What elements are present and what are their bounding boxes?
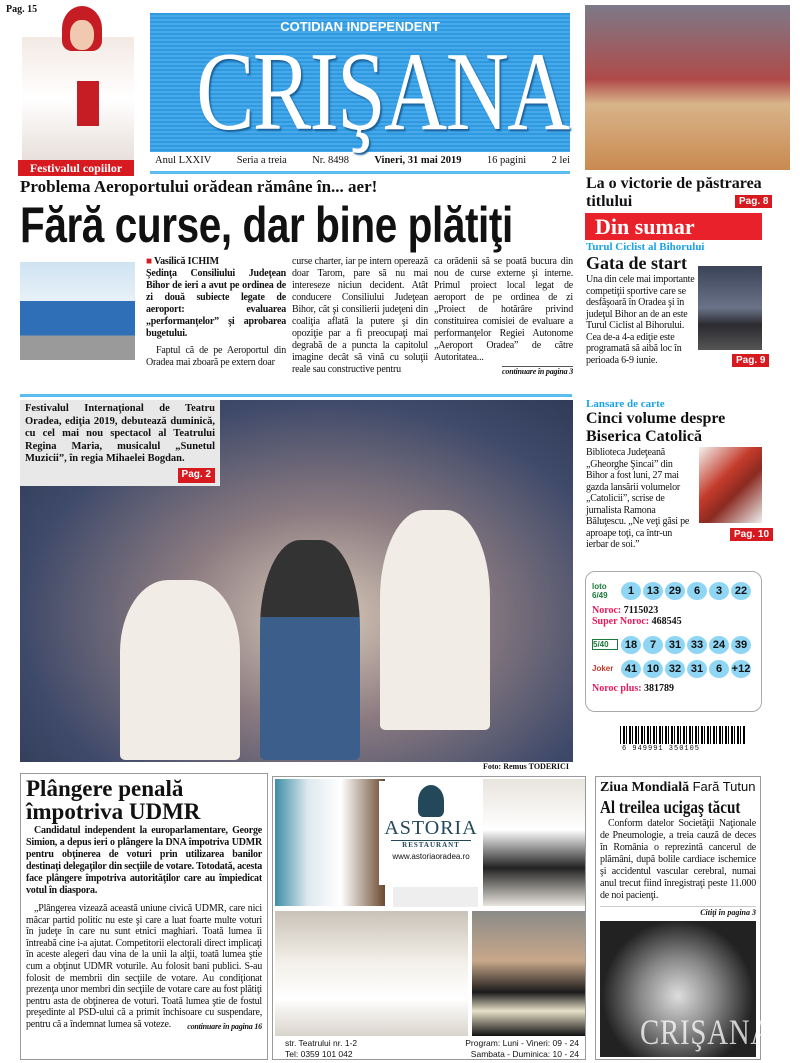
tobacco-kicker-bold: Ziua Mondială: [600, 780, 690, 795]
cycling-press-photo: [698, 266, 762, 350]
festivalul-copiilor-label[interactable]: Festivalul copiilor: [18, 160, 134, 176]
lead-headline[interactable]: Fără curse, dar bine plătiţi: [20, 197, 513, 253]
lottery-ball: +12: [731, 660, 751, 678]
lottery-ball: 24: [709, 636, 729, 654]
chef-icon: [418, 785, 444, 817]
lottery-box: [585, 571, 762, 712]
lead-kicker: Problema Aeroportului orădean rămâne în... aer!: [20, 177, 378, 196]
lottery-ball: 31: [687, 660, 707, 678]
airport-photo: [20, 262, 135, 360]
lottery-ball: 13: [643, 582, 663, 600]
ad-photo-table: [393, 887, 478, 907]
issue-info: [155, 155, 570, 166]
summary-page-ref[interactable]: Pag. 10: [730, 528, 773, 541]
barcode-digits: 6 949991 350105: [622, 745, 701, 753]
lottery-ball: 7: [643, 636, 663, 654]
ad-sub: RESTAURANT: [391, 840, 471, 849]
tobacco-title[interactable]: Al treilea ucigaş tăcut: [600, 797, 741, 817]
theatre-caption: Festivalul Internaţional de Teatru Oradea, ediţia 2019, debutează duminică, cu cel mai nou spectacol al Teatrului Regina Maria, musicalul „Sunetul Muzicii”, în regia Mihaelei Bogdan.: [25, 403, 215, 464]
udmr-body: „Plângerea vizează această uniune civică UDMR, care nici măcar partid politic nu este şi care a luat foarte multe voturi în judeţe în care nu sunt etnici maghiari. Toată lumea îi întreabă cine i-a ajutat. Competitorii electorali direct implicaţi în aceste alegeri dau vina de la unii la alţii, toată lumea ştie cum a obţinut UDMR voturile. Au folosit bani publici. S-au folosit de membrii din secţiile de votare. Au condiţionat prezenţa unor membri din secţiile de votare care au fost plătiţi pentru asta de obţinerea de voturi. Toată lumea ştie de fostul preşedinte al PSD-ului că a primit închisoare cu suspendare, pentru că a îndemnat lumea să voteze.: [26, 903, 262, 1030]
summary-title[interactable]: Cinci volume despre Biserica Catolică: [586, 410, 726, 445]
lottery-ball: 10: [643, 660, 663, 678]
author-photo: [699, 447, 762, 523]
ad-photo-stairs: [483, 779, 585, 906]
summary-kicker: Turul Ciclist al Bihorului: [586, 241, 705, 253]
tobacco-text: Conform datelor Societăţii Naţionale de Pneumologie, a treia cauză de deces în România o reprezintă cancerul de plămâni, după bolile cardiace ischemice şi accidentul vascular cerebral, numai anul trecut fiind înregistraţi peste 11.000 de noi pacienţi.: [600, 818, 756, 901]
barcode: [620, 726, 745, 744]
loto-numbers: [621, 581, 753, 600]
summary-title[interactable]: Gata de start: [586, 253, 687, 273]
ad-phone: Tel: 0359 101 042: [285, 1049, 353, 1059]
lottery-ball: 18: [621, 636, 641, 654]
girl-folk-costume-photo: [22, 6, 134, 160]
issue-series: Seria a treia: [236, 155, 287, 166]
theatre-caption-box: [20, 400, 220, 486]
lottery-ball: 33: [687, 636, 707, 654]
summary-page-ref[interactable]: Pag. 9: [732, 354, 769, 367]
issue-year: Anul LXXIV: [155, 155, 212, 166]
lead-paragraph-3: ca orădenii să se poată bucura din nou de curse externe şi interne. Primul proiect local legat de aeroport de pe ordinea de zi „Proiect de hotărâre privind constituirea comisiei de evaluare a performanţelor Regiei Autonome „Aeroport Oradea” de către Autoritatea...: [434, 256, 573, 363]
basketball-photo: [585, 5, 790, 170]
lottery-ball: 32: [665, 660, 685, 678]
page-ref-15[interactable]: Pag. 15: [6, 4, 38, 15]
lottery-ball: 3: [709, 582, 729, 600]
astoria-logo: [379, 781, 483, 885]
lottery-ball: 29: [665, 582, 685, 600]
sport-title[interactable]: La o victorie de păstrarea titlului: [586, 175, 762, 210]
masthead: [150, 13, 570, 152]
summary-kicker: Lansare de carte: [586, 398, 665, 410]
super-noroc-label: Super Noroc:: [592, 616, 650, 627]
ad-program-label: Program:: [465, 1038, 501, 1048]
lottery-ball: 22: [731, 582, 751, 600]
udmr-title[interactable]: Plângere penală împotriva UDMR: [26, 776, 201, 824]
loto5-numbers: [621, 635, 753, 654]
joker-numbers: [621, 659, 753, 678]
masthead-title: CRIŞANA: [196, 30, 569, 154]
udmr-lead: Candidatul independent la europarlamentare, George Simion, a depus ieri o plângere la DNA împotriva UDMR pentru obţinerea de voturi prin utilizarea banilor destinaţi delegaţilor din secţiile de votare. Totodată, acesta face plângere împotriva autorităţilor care au împiedicat votul în diaspora.: [26, 825, 262, 896]
ad-hours-weekend: Sambata - Duminica: 10 - 24: [470, 1049, 579, 1059]
din-sumar-banner: Din sumar: [585, 213, 762, 240]
lead-column-3: [434, 256, 573, 378]
noroc-plus-label: Noroc plus:: [592, 683, 642, 694]
ad-photo-lounge: [275, 779, 385, 906]
ad-address: str. Teatrului nr. 1-2: [285, 1038, 358, 1048]
astoria-ad[interactable]: [272, 776, 586, 1060]
issue-price: 2 lei: [551, 155, 570, 166]
theatre-page-ref[interactable]: Pag. 2: [178, 468, 215, 483]
udmr-continued-link[interactable]: continuare în pagina 16: [187, 1021, 262, 1031]
summary-text: Biblioteca Judeţeană „Gheorghe Şincai” din Bihor a fost luni, 27 mai gazda lansării volumelor „Catolicii”, scrise de jurnalista Ramona Băluţescu. „Ne veţi găsi pe aproape toţi, ca într-un ierbar de soi.”: [586, 447, 690, 550]
summary-text: Una din cele mai importante competiţii sportive care se desfăşoară în Oradea şi în judeţul Bihor an de an este Turul Ciclist al Bihorului. Cea de-a 4-a ediţie este programată să aibă loc în perioada 6-9 iunie.: [586, 274, 695, 366]
udmr-article: [20, 773, 268, 1060]
lottery-ball: 31: [665, 636, 685, 654]
tobacco-continued-link[interactable]: Citiţi în pagina 3: [600, 906, 756, 918]
lottery-ball: 41: [621, 660, 641, 678]
ad-hours-weekday: Luni - Vineri: 09 - 24: [502, 1038, 579, 1048]
lead-continued-link[interactable]: continuare în pagina 3: [502, 367, 573, 376]
loto-649-logo: loto 6/49: [592, 581, 608, 600]
ad-photo-dining-room: [275, 911, 468, 1036]
masthead-tagline: COTIDIAN INDEPENDENT: [280, 19, 440, 34]
lead-paragraph-2: curse charter, iar pe intern operează doar Tarom, pare să nu mai intereseze niciun decident. Atât conducere Consiliului Judeţean Bihor, cât şi consilierii judeţeni din coaliţia aflată la putere şi din opoziţie par a fi preocupaţi mai degrabă de a puncta la capitolul imagine decât să vină cu soluţii reale sau constructive pentru: [292, 256, 428, 375]
super-noroc-number: 468545: [651, 616, 682, 627]
sport-page-ref[interactable]: Pag. 8: [735, 195, 772, 208]
noroc-number: 7115023: [623, 605, 659, 616]
lottery-ball: 39: [731, 636, 751, 654]
noroc-label: Noroc:: [592, 605, 622, 616]
tobacco-kicker-rest: Fară Tutun: [692, 779, 756, 794]
joker-logo: Joker: [592, 664, 614, 673]
issue-date: Vineri, 31 mai 2019: [374, 155, 462, 166]
ad-photo-food: [472, 911, 585, 1036]
lottery-ball: 6: [709, 660, 729, 678]
ad-url[interactable]: www.astoriaoradea.ro: [392, 852, 470, 861]
issue-pages: 16 pagini: [486, 155, 527, 166]
divider: [150, 171, 570, 174]
photo-credit: Foto: Remus TODERICI: [483, 762, 569, 771]
lottery-ball: 6: [687, 582, 707, 600]
lead-paragraph-1: Faptul că de pe Aeroportul din Oradea mai zboară pe extern doar: [146, 345, 286, 368]
divider: [20, 394, 572, 397]
noroc-plus-number: 381789: [644, 683, 675, 694]
lead-intro: Şedinţa Consiliului Judeţean Bihor de ieri a avut pe ordinea de zi două subiecte legate de aeroport: evaluarea „performanţelor” şi aprobarea bugetului.: [146, 268, 286, 339]
lead-author: Vasilică ICHIM: [153, 256, 219, 267]
watermark: CRIŞANA: [640, 1012, 773, 1052]
ad-brand: ASTORIA: [384, 817, 478, 839]
loto-540-logo: 5/40: [592, 639, 618, 650]
issue-number: Nr. 8498: [312, 155, 349, 166]
lead-column-1: ■ Vasilică ICHIM Şedinţa Consiliului Judeţean Bihor de ieri a avut pe ordinea de zi două subiecte legate de aeroport: evaluarea „performanţelor” şi aprobarea bugetului. Faptul că de pe Aeroportul din Oradea mai zboară pe extern doar: [146, 256, 286, 368]
lottery-ball: 1: [621, 582, 641, 600]
